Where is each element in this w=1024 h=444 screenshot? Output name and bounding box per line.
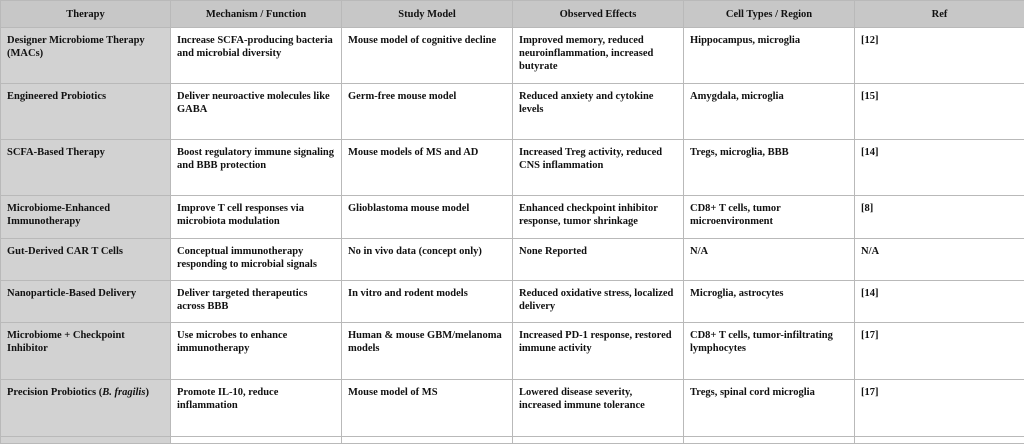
mechanism-cell: Deliver neuroactive molecules like GABA: [171, 84, 342, 140]
therapy-cell: Designer Microbiome Therapy (MACs): [1, 28, 171, 84]
effects-cell: Increased Treg activity, reduced CNS inflammation: [513, 140, 684, 196]
ref-cell: [12]: [855, 28, 1024, 84]
mechanism-cell: Use microbes to enhance immunotherapy: [171, 323, 342, 380]
therapy-prefix: Precision Probiotics (: [7, 387, 102, 398]
cells-cell: Amygdala, microglia: [684, 84, 855, 140]
therapy-cell: Microbiome + Checkpoint Inhibitor: [1, 323, 171, 380]
cells-cell: CD8+ T cells, tumor-infiltrating lymphocytes: [684, 323, 855, 380]
mechanism-cell: Boost regulatory immune signaling and BBB protection: [171, 140, 342, 196]
model-cell: In vitro and rodent models: [342, 281, 513, 323]
mechanism-cell: Deliver targeted therapeutics across BBB: [171, 281, 342, 323]
model-cell: Glioblastoma mouse model: [342, 196, 513, 239]
header-mechanism: Mechanism / Function: [171, 1, 342, 28]
effects-cell: Increased PD-1 response, restored immune activity: [513, 323, 684, 380]
therapy-cell: Microbiome-Enhanced Immunotherapy: [1, 196, 171, 239]
table-row: [1, 281, 1024, 323]
spacer-cell: [855, 437, 1024, 444]
model-cell: Human & mouse GBM/melanoma models: [342, 323, 513, 380]
spacer-cell: [342, 437, 513, 444]
therapy-cell: Gut-Derived CAR T Cells: [1, 239, 171, 281]
ref-cell: N/A: [855, 239, 1024, 281]
cells-cell: N/A: [684, 239, 855, 281]
effects-cell: Enhanced checkpoint inhibitor response, tumor shrinkage: [513, 196, 684, 239]
table-row: [1, 84, 1024, 140]
mechanism-cell: Improve T cell responses via microbiota modulation: [171, 196, 342, 239]
cells-cell: Tregs, spinal cord microglia: [684, 380, 855, 437]
cells-cell: Hippocampus, microglia: [684, 28, 855, 84]
table-row: [1, 196, 1024, 239]
effects-cell: Lowered disease severity, increased immune tolerance: [513, 380, 684, 437]
mechanism-cell: Promote IL-10, reduce inflammation: [171, 380, 342, 437]
therapy-cell: SCFA-Based Therapy: [1, 140, 171, 196]
therapy-italic: B. fragilis: [102, 387, 145, 398]
spacer-cell: [513, 437, 684, 444]
model-cell: Mouse models of MS and AD: [342, 140, 513, 196]
effects-cell: Reduced oxidative stress, localized delivery: [513, 281, 684, 323]
ref-cell: [14]: [855, 140, 1024, 196]
ref-cell: [14]: [855, 281, 1024, 323]
table-row: [1, 28, 1024, 84]
header-study-model: Study Model: [342, 1, 513, 28]
header-observed-effects: Observed Effects: [513, 1, 684, 28]
therapy-suffix: ): [145, 387, 149, 398]
spacer-cell: [171, 437, 342, 444]
spacer-cell: [684, 437, 855, 444]
spacer-cell: [1, 437, 171, 444]
model-cell: Mouse model of MS: [342, 380, 513, 437]
table-row: [1, 380, 1024, 437]
cells-cell: Microglia, astrocytes: [684, 281, 855, 323]
ref-cell: [8]: [855, 196, 1024, 239]
therapy-cell: [1, 380, 171, 437]
table-row-spacer: [1, 437, 1024, 444]
therapy-cell: Engineered Probiotics: [1, 84, 171, 140]
model-cell: No in vivo data (concept only): [342, 239, 513, 281]
effects-cell: Reduced anxiety and cytokine levels: [513, 84, 684, 140]
ref-cell: [15]: [855, 84, 1024, 140]
effects-cell: None Reported: [513, 239, 684, 281]
model-cell: Mouse model of cognitive decline: [342, 28, 513, 84]
header-cell-types: Cell Types / Region: [684, 1, 855, 28]
header-therapy: Therapy: [1, 1, 171, 28]
mechanism-cell: Conceptual immunotherapy responding to microbial signals: [171, 239, 342, 281]
header-ref: Ref: [855, 1, 1024, 28]
ref-cell: [17]: [855, 380, 1024, 437]
table-row: [1, 239, 1024, 281]
mechanism-cell: Increase SCFA-producing bacteria and microbial diversity: [171, 28, 342, 84]
cells-cell: Tregs, microglia, BBB: [684, 140, 855, 196]
model-cell: Germ-free mouse model: [342, 84, 513, 140]
ref-cell: [17]: [855, 323, 1024, 380]
table-header-row: [1, 1, 1024, 28]
table-row: [1, 323, 1024, 380]
cells-cell: CD8+ T cells, tumor microenvironment: [684, 196, 855, 239]
table-row: [1, 140, 1024, 196]
effects-cell: Improved memory, reduced neuroinflammation, increased butyrate: [513, 28, 684, 84]
therapy-cell: Nanoparticle-Based Delivery: [1, 281, 171, 323]
